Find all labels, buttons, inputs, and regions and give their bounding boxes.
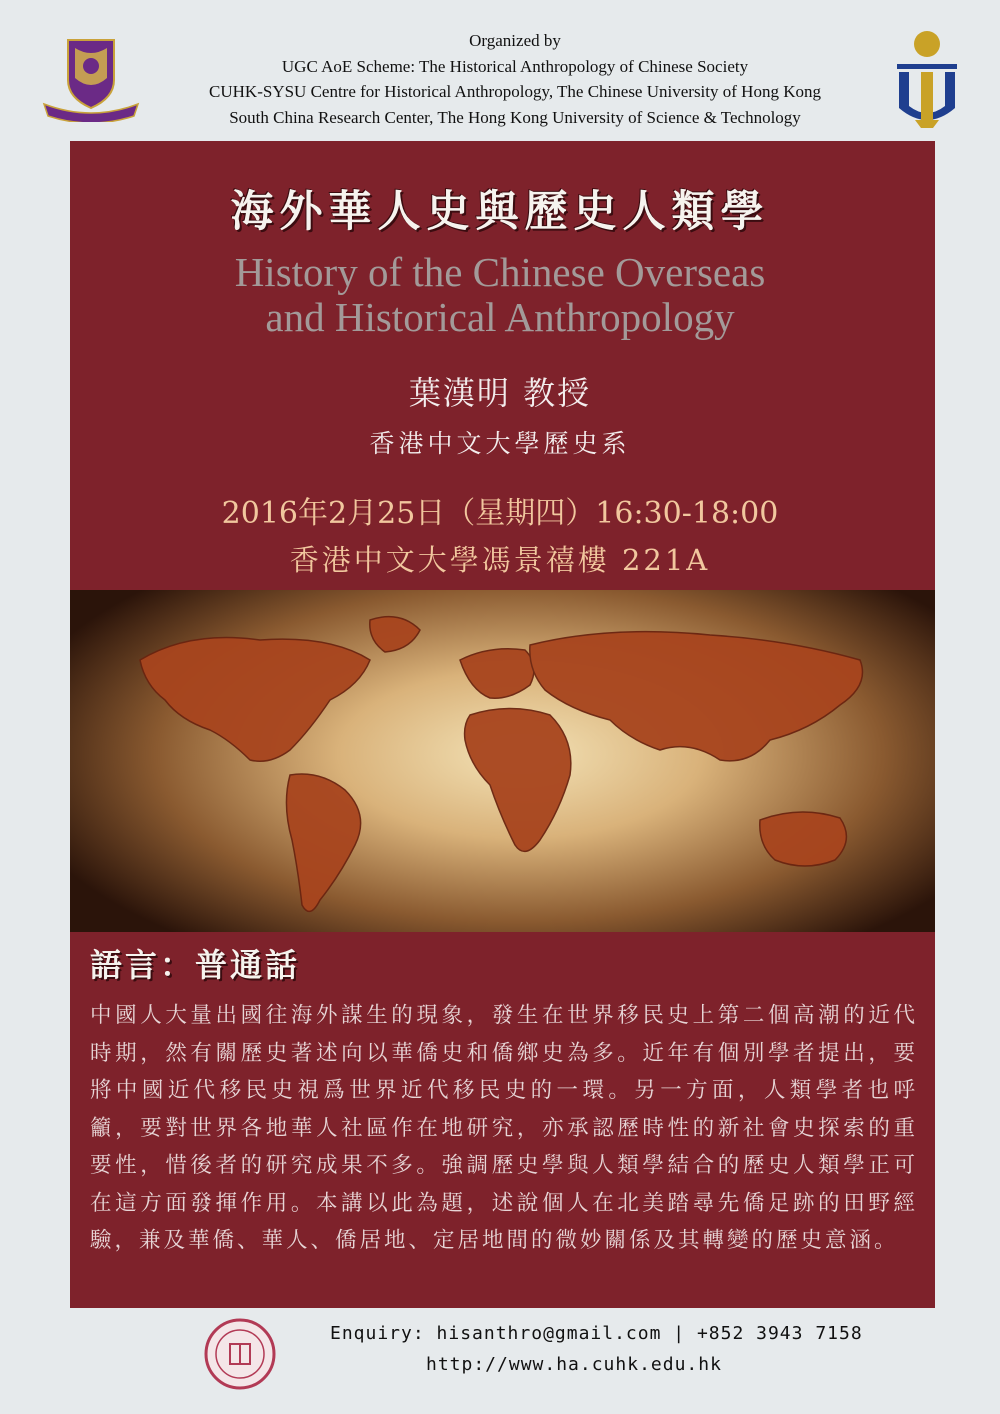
speaker-department: 香港中文大學歷史系 — [369, 429, 631, 458]
organized-by-label: Organized by — [469, 31, 561, 50]
speaker-name: 葉漢明 教授 — [408, 374, 592, 412]
historical-anthropology-seal-icon — [204, 1318, 276, 1390]
event-datetime: 2016年2月25日（星期四）16:30-18:00 — [221, 496, 779, 531]
english-title-line: History of the Chinese Overseas — [234, 249, 766, 295]
organizer-line: UGC AoE Scheme: The Historical Anthropology of Chinese Society — [281, 56, 749, 76]
organizers-block — [150, 28, 880, 130]
hkust-logo-icon — [893, 28, 961, 130]
world-map-icon — [70, 590, 935, 932]
event-venue: 香港中文大學馮景禧樓 221A — [289, 543, 711, 577]
english-title — [0, 250, 1000, 340]
chinese-title: 海外華人史與歷史人類學 — [230, 187, 770, 237]
english-title-line: and Historical Anthropology — [265, 294, 735, 340]
organizer-line: South China Research Center, The Hong Kong University of Science & Technology — [229, 107, 801, 127]
enquiry-contact: Enquiry: hisanthro@gmail.com | +852 3943 7158 — [330, 1323, 863, 1344]
world-map-image — [70, 590, 935, 932]
cuhk-crest-icon — [40, 36, 142, 122]
website-link[interactable]: http://www.ha.cuhk.edu.hk — [426, 1354, 722, 1375]
language-label: 語言：普通話 — [90, 946, 301, 984]
organizer-line: CUHK-SYSU Centre for Historical Anthropology, The Chinese University of Hong Kong — [209, 82, 821, 101]
abstract-text: 中國人大量出國往海外謀生的現象，發生在世界移民史上第二個高潮的近代時期，然有關歷史著述向以華僑史和僑鄉史為多。近年有個別學者提出，要將中國近代移民史視爲世界近代移民史的一環。另一方面，人類學者也呼籲，要對世界各地華人社區作在地研究，亦承認歷時性的新社會史探索的重要性，惜後者的研究成果不多。強調歷史學與人類學結合的歷史人類學正可在這方面發揮作用。本講以此為題，述說個人在北美踏尋先僑足跡的田野經驗，兼及華僑、華人、僑居地、定居地間的微妙關係及其轉變的歷史意涵。 — [90, 1003, 918, 1253]
